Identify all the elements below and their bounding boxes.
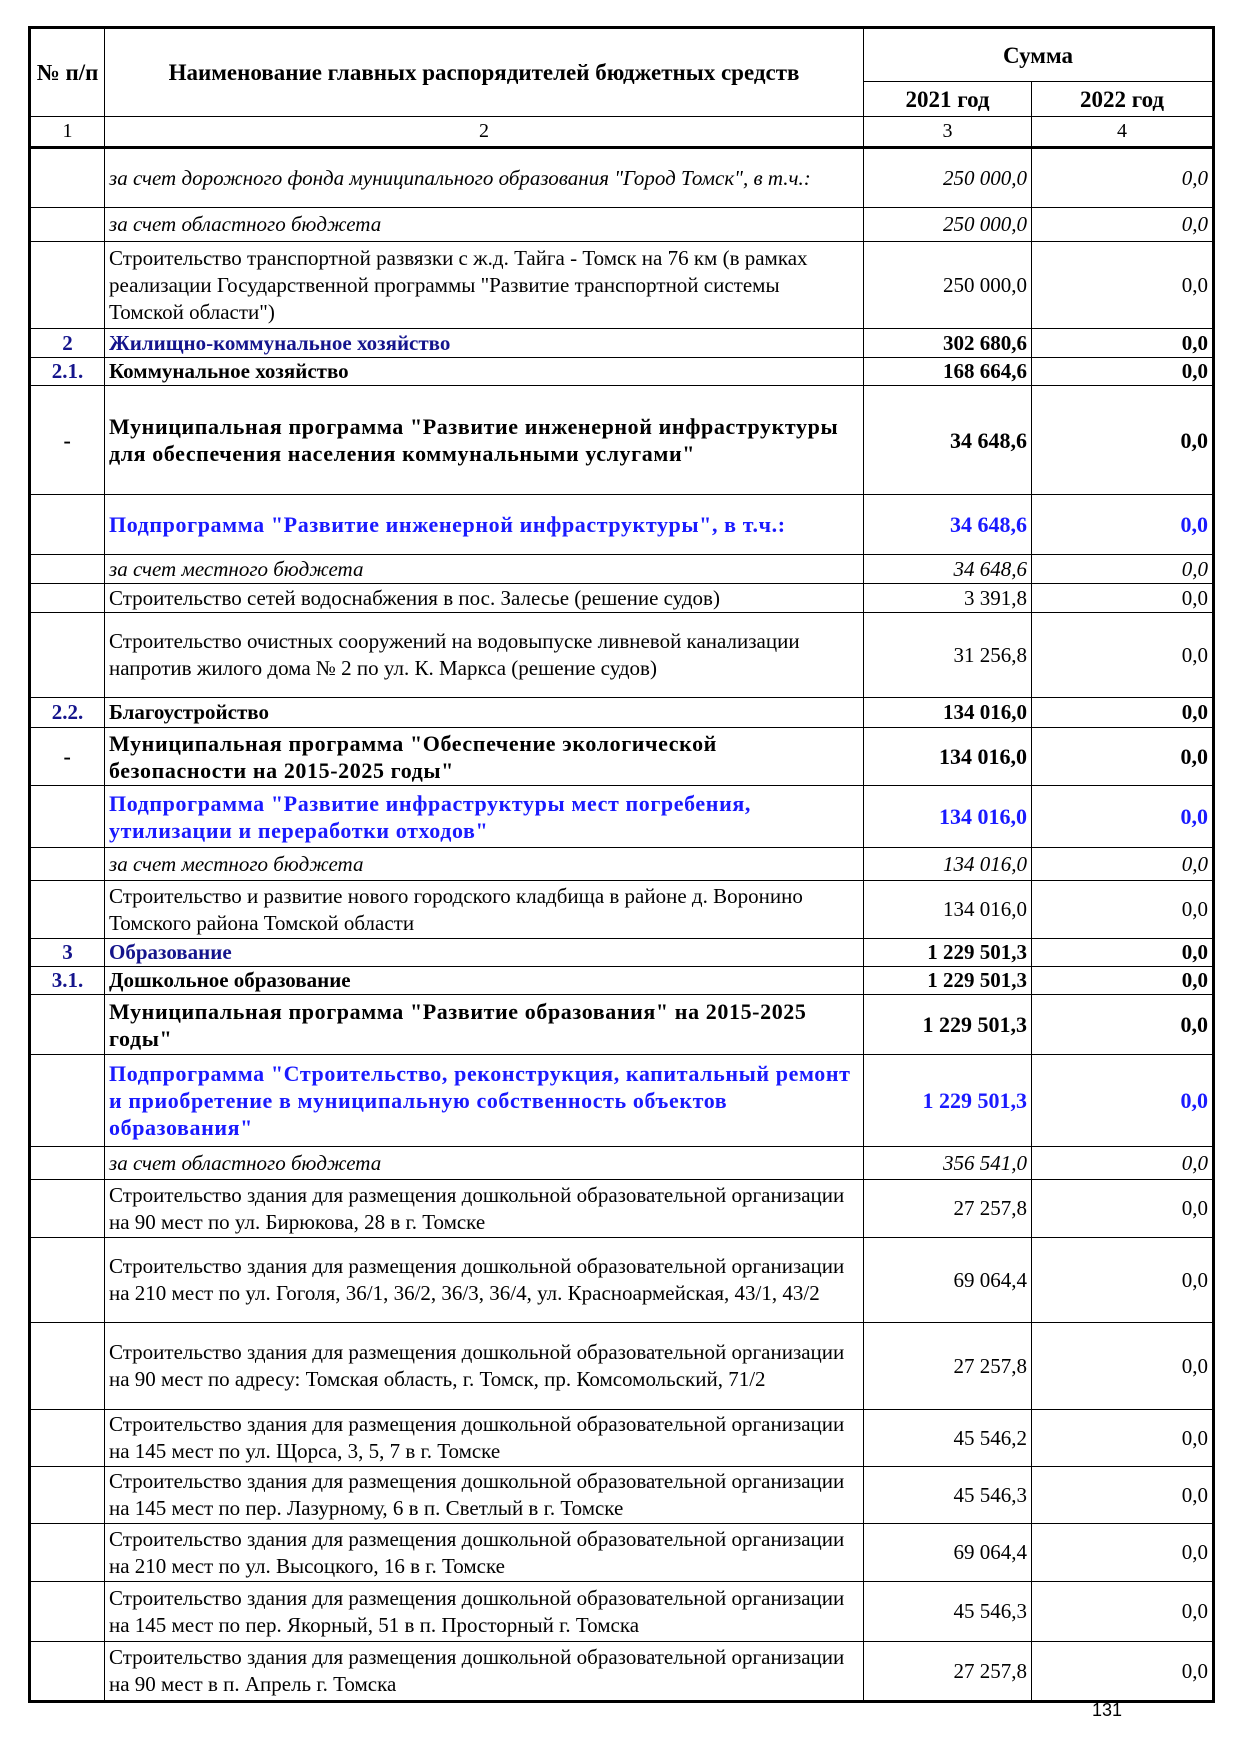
- row-name: Строительство здания для размещения дошкольной образовательной организации на 90 мест по ул. Бирюкова, 28 в г. Томске: [105, 1180, 864, 1238]
- value-2021: 356 541,0: [864, 1147, 1032, 1180]
- value-2021: 1 229 501,3: [864, 939, 1032, 967]
- value-2022: 0,0: [1032, 329, 1214, 358]
- value-2022: 0,0: [1032, 1055, 1214, 1147]
- value-2022: 0,0: [1032, 358, 1214, 386]
- value-2022: 0,0: [1032, 728, 1214, 786]
- value-2021: 1 229 501,3: [864, 1055, 1032, 1147]
- row-name: за счет местного бюджета: [105, 848, 864, 881]
- table-row: [30, 967, 1214, 995]
- table-row: [30, 1147, 1214, 1180]
- table-row: [30, 939, 1214, 967]
- value-2021: 302 680,6: [864, 329, 1032, 358]
- row-name: Муниципальная программа "Обеспечение экологической безопасности на 2015-2025 годы": [105, 728, 864, 786]
- row-name: Жилищно-коммунальное хозяйство: [105, 329, 864, 358]
- table-row: [30, 329, 1214, 358]
- value-2021: 69 064,4: [864, 1238, 1032, 1323]
- row-name: Строительство сетей водоснабжения в пос. Залесье (решение судов): [105, 584, 864, 613]
- table-row: [30, 728, 1214, 786]
- row-name: Подпрограмма "Развитие инженерной инфраструктуры", в т.ч.:: [105, 495, 864, 555]
- value-2022: 0,0: [1032, 786, 1214, 848]
- row-number: [30, 1180, 105, 1238]
- table-row: [30, 358, 1214, 386]
- row-number: [30, 1055, 105, 1147]
- value-2022: 0,0: [1032, 1147, 1214, 1180]
- row-number: [30, 148, 105, 208]
- value-2022: 0,0: [1032, 1180, 1214, 1238]
- colnum-4: 4: [1032, 117, 1214, 148]
- table-row: [30, 148, 1214, 208]
- row-name: Строительство очистных сооружений на водовыпуске ливневой канализации напротив жилого дома № 2 по ул. К. Маркса (решение судов): [105, 613, 864, 698]
- row-number: [30, 584, 105, 613]
- value-2022: 0,0: [1032, 208, 1214, 242]
- page-number: 131: [1092, 1700, 1123, 1720]
- value-2021: 45 546,3: [864, 1582, 1032, 1642]
- value-2022: 0,0: [1032, 1582, 1214, 1642]
- value-2022: 0,0: [1032, 1323, 1214, 1410]
- row-name: Коммунальное хозяйство: [105, 358, 864, 386]
- value-2021: 34 648,6: [864, 555, 1032, 584]
- value-2021: 45 546,3: [864, 1467, 1032, 1524]
- table-row: [30, 698, 1214, 728]
- row-name: Строительство здания для размещения дошкольной образовательной организации на 145 мест по пер. Лазурному, 6 в п. Светлый в г. Томске: [105, 1467, 864, 1524]
- value-2021: 134 016,0: [864, 881, 1032, 939]
- value-2021: 1 229 501,3: [864, 967, 1032, 995]
- table-row: [30, 1467, 1214, 1524]
- header-name: Наименование главных распорядителей бюджетных средств: [105, 28, 864, 117]
- table-row: [30, 555, 1214, 584]
- row-number: 2.2.: [30, 698, 105, 728]
- table-row: [30, 386, 1214, 495]
- value-2021: 134 016,0: [864, 698, 1032, 728]
- row-number: [30, 1323, 105, 1410]
- row-number: 2.1.: [30, 358, 105, 386]
- value-2022: 0,0: [1032, 148, 1214, 208]
- row-number: [30, 848, 105, 881]
- row-name: за счет дорожного фонда муниципального образования "Город Томск", в т.ч.:: [105, 148, 864, 208]
- table-row: [30, 995, 1214, 1055]
- value-2021: 31 256,8: [864, 613, 1032, 698]
- table-row: [30, 786, 1214, 848]
- value-2021: 69 064,4: [864, 1524, 1032, 1582]
- value-2021: 34 648,6: [864, 386, 1032, 495]
- table-row: [30, 1642, 1214, 1702]
- colnum-3: 3: [864, 117, 1032, 148]
- row-name: Благоустройство: [105, 698, 864, 728]
- value-2021: 27 257,8: [864, 1323, 1032, 1410]
- row-number: [30, 786, 105, 848]
- row-name: Муниципальная программа "Развитие инженерной инфраструктуры для обеспечения населения коммунальными услугами": [105, 386, 864, 495]
- table-row: [30, 495, 1214, 555]
- value-2022: 0,0: [1032, 881, 1214, 939]
- row-number: [30, 613, 105, 698]
- value-2022: 0,0: [1032, 242, 1214, 329]
- row-number: [30, 1410, 105, 1467]
- table-row: [30, 848, 1214, 881]
- row-number: [30, 1467, 105, 1524]
- value-2022: 0,0: [1032, 939, 1214, 967]
- table-row: [30, 584, 1214, 613]
- row-name: Строительство здания для размещения дошкольной образовательной организации на 90 мест по адресу: Томская область, г. Томск, пр. Комсомольский, 71/2: [105, 1323, 864, 1410]
- row-name: за счет областного бюджета: [105, 1147, 864, 1180]
- value-2021: 250 000,0: [864, 242, 1032, 329]
- row-number: [30, 555, 105, 584]
- header-year-2021: 2021 год: [864, 82, 1032, 117]
- value-2022: 0,0: [1032, 613, 1214, 698]
- row-name: Строительство и развитие нового городского кладбища в районе д. Воронино Томского района Томской области: [105, 881, 864, 939]
- budget-table: [28, 26, 1215, 1703]
- row-name: Подпрограмма "Строительство, реконструкция, капитальный ремонт и приобретение в муниципальную собственность объектов образования": [105, 1055, 864, 1147]
- value-2021: 168 664,6: [864, 358, 1032, 386]
- row-name: Строительство здания для размещения дошкольной образовательной организации на 90 мест в п. Апрель г. Томска: [105, 1642, 864, 1702]
- value-2022: 0,0: [1032, 1410, 1214, 1467]
- row-number: [30, 1582, 105, 1642]
- value-2022: 0,0: [1032, 584, 1214, 613]
- table-row: [30, 1055, 1214, 1147]
- row-number: 3: [30, 939, 105, 967]
- row-number: 3.1.: [30, 967, 105, 995]
- table-row: [30, 881, 1214, 939]
- row-number: [30, 881, 105, 939]
- row-name: Строительство здания для размещения дошкольной образовательной организации на 210 мест по ул. Высоцкого, 16 в г. Томске: [105, 1524, 864, 1582]
- value-2021: 134 016,0: [864, 848, 1032, 881]
- value-2022: 0,0: [1032, 995, 1214, 1055]
- value-2022: 0,0: [1032, 386, 1214, 495]
- table-row: [30, 1238, 1214, 1323]
- table-row: [30, 613, 1214, 698]
- row-number: [30, 1147, 105, 1180]
- value-2021: 1 229 501,3: [864, 995, 1032, 1055]
- value-2022: 0,0: [1032, 967, 1214, 995]
- value-2021: 27 257,8: [864, 1180, 1032, 1238]
- row-number: -: [30, 728, 105, 786]
- row-name: за счет областного бюджета: [105, 208, 864, 242]
- value-2022: 0,0: [1032, 495, 1214, 555]
- row-number: -: [30, 386, 105, 495]
- value-2021: 27 257,8: [864, 1642, 1032, 1702]
- row-number: [30, 495, 105, 555]
- header-year-2022: 2022 год: [1032, 82, 1214, 117]
- table-row: [30, 1582, 1214, 1642]
- value-2021: 34 648,6: [864, 495, 1032, 555]
- row-number: [30, 995, 105, 1055]
- value-2021: 134 016,0: [864, 728, 1032, 786]
- value-2022: 0,0: [1032, 848, 1214, 881]
- value-2022: 0,0: [1032, 555, 1214, 584]
- table-row: [30, 242, 1214, 329]
- row-number: [30, 1642, 105, 1702]
- table-row: [30, 1410, 1214, 1467]
- value-2022: 0,0: [1032, 1524, 1214, 1582]
- row-name: Строительство здания для размещения дошкольной образовательной организации на 145 мест по ул. Щорса, 3, 5, 7 в г. Томске: [105, 1410, 864, 1467]
- row-name: Образование: [105, 939, 864, 967]
- row-name: Строительство здания для размещения дошкольной образовательной организации на 210 мест по ул. Гоголя, 36/1, 36/2, 36/3, 36/4, ул. Красноармейская, 43/1, 43/2: [105, 1238, 864, 1323]
- table-row: [30, 208, 1214, 242]
- table-row: [30, 1180, 1214, 1238]
- value-2022: 0,0: [1032, 698, 1214, 728]
- value-2022: 0,0: [1032, 1467, 1214, 1524]
- header-sum: Сумма: [864, 28, 1214, 82]
- value-2022: 0,0: [1032, 1642, 1214, 1702]
- row-name: за счет местного бюджета: [105, 555, 864, 584]
- value-2021: 250 000,0: [864, 208, 1032, 242]
- row-number: [30, 242, 105, 329]
- row-name: Подпрограмма "Развитие инфраструктуры мест погребения, утилизации и переработки отходов": [105, 786, 864, 848]
- value-2021: 45 546,2: [864, 1410, 1032, 1467]
- row-number: [30, 1524, 105, 1582]
- column-number-row: [30, 117, 1214, 148]
- row-name: Строительство транспортной развязки с ж.д. Тайга - Томск на 76 км (в рамках реализации Государственной программы "Развитие транспортной системы Томской области"): [105, 242, 864, 329]
- value-2022: 0,0: [1032, 1238, 1214, 1323]
- row-name: Муниципальная программа "Развитие образования" на 2015-2025 годы": [105, 995, 864, 1055]
- table-row: [30, 1323, 1214, 1410]
- row-name: Строительство здания для размещения дошкольной образовательной организации на 145 мест по пер. Якорный, 51 в п. Просторный г. Томска: [105, 1582, 864, 1642]
- value-2021: 250 000,0: [864, 148, 1032, 208]
- row-number: [30, 208, 105, 242]
- colnum-1: 1: [30, 117, 105, 148]
- value-2021: 3 391,8: [864, 584, 1032, 613]
- row-name: Дошкольное образование: [105, 967, 864, 995]
- row-number: [30, 1238, 105, 1323]
- header-num: № п/п: [30, 28, 105, 117]
- row-number: 2: [30, 329, 105, 358]
- table-row: [30, 1524, 1214, 1582]
- colnum-2: 2: [105, 117, 864, 148]
- value-2021: 134 016,0: [864, 786, 1032, 848]
